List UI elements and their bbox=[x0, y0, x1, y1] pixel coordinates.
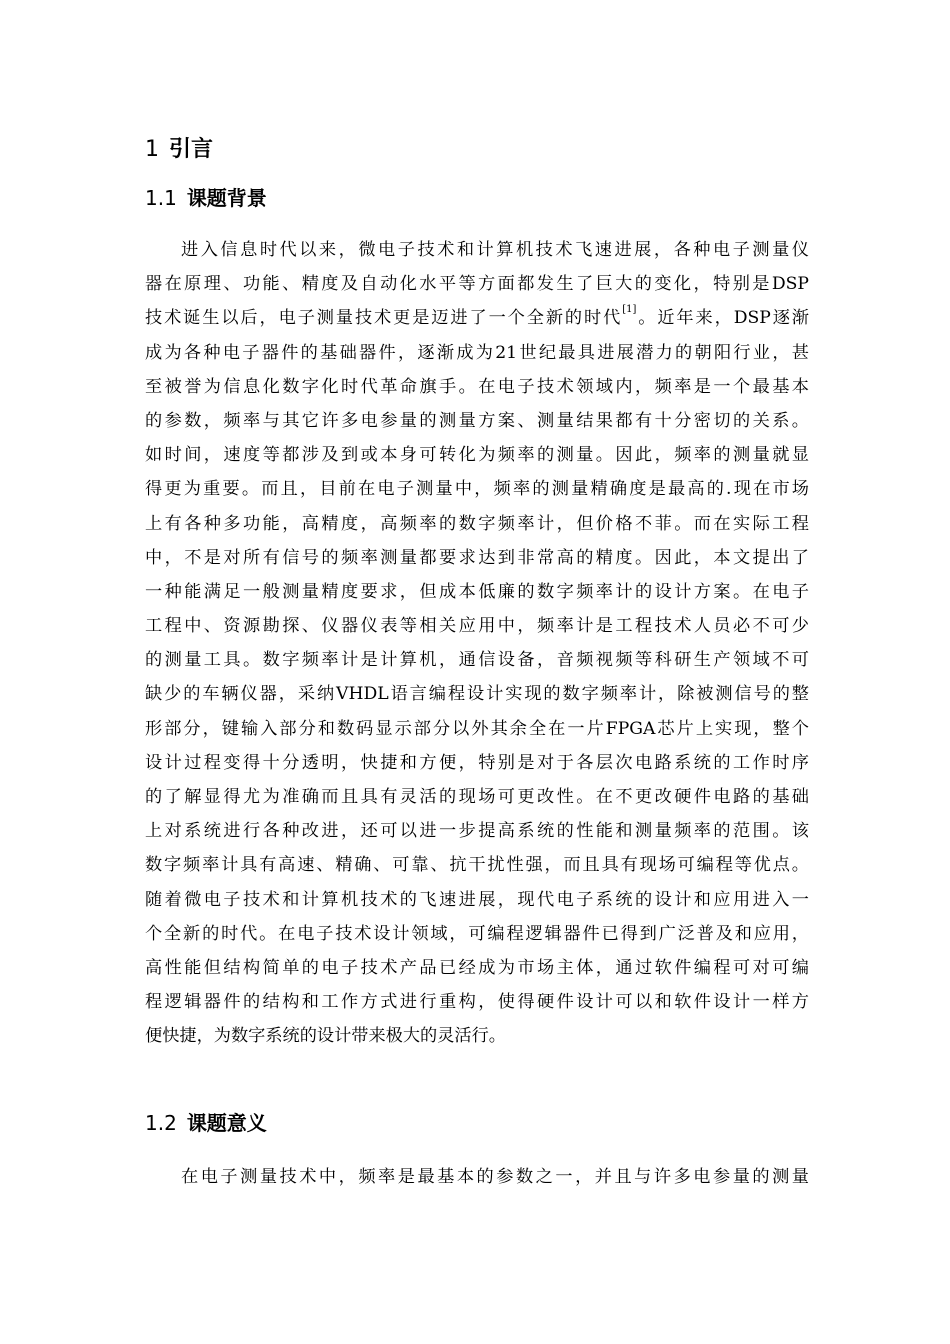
paragraph-line: 数字频率计具有高速、精确、可靠、抗干扰性强，而且具有现场可编程等优点。 bbox=[145, 855, 809, 876]
paragraph-line: 中，不是对所有信号的频率测量都要求达到非常高的精度。因此，本文提出了 bbox=[145, 547, 809, 568]
paragraph-line: 的了解显得尤为准确而且具有灵活的现场可更改性。在不更改硬件电路的基础 bbox=[145, 787, 809, 807]
paragraph-line: 的参数，频率与其它许多电参量的测量方案、测量结果都有十分密切的关系。 bbox=[145, 410, 809, 431]
citation-reference[interactable]: [1] bbox=[622, 304, 637, 316]
line-text: 技术诞生以后，电子测量技术更是迈进了一个全新的时代 bbox=[145, 308, 623, 329]
background-paragraph bbox=[145, 233, 809, 1054]
paragraph-line: 成为各种电子器件的基础器件，逐渐成为21世纪最具进展潜力的朝阳行业，甚 bbox=[145, 342, 809, 363]
paragraph-line: 进入信息时代以来，微电子技术和计算机技术飞速进展，各种电子测量仪 bbox=[181, 240, 809, 260]
paragraph-line: 器在原理、功能、精度及自动化水平等方面都发生了巨大的变化，特别是DSP bbox=[145, 274, 809, 295]
section-title: 课题意义 bbox=[186, 1111, 267, 1135]
section-heading-1-2 bbox=[145, 1108, 267, 1138]
paragraph-line: 工程中、资源勘探、仪器仪表等相关应用中，频率计是工程技术人员必不可少 bbox=[145, 616, 809, 637]
section-heading-1-1 bbox=[145, 183, 267, 213]
paragraph-line: 设计过程变得十分透明，快捷和方便，特别是对于各层次电路系统的工作时序 bbox=[145, 752, 809, 773]
paragraph-line: 得更为重要。而且，目前在电子测量中，频率的测量精确度是最高的.现在市场 bbox=[145, 479, 809, 500]
paragraph-line: 一种能满足一般测量精度要求，但成本低廉的数字频率计的设计方案。在电子 bbox=[145, 581, 809, 602]
chapter-heading bbox=[145, 133, 213, 167]
paragraph-line: 上对系统进行各种改进，还可以进一步提高系统的性能和测量频率的范围。该 bbox=[145, 821, 809, 842]
paragraph-line: 随着微电子技术和计算机技术的飞速进展，现代电子系统的设计和应用进入一 bbox=[145, 889, 809, 910]
paragraph-line: 形部分，键输入部分和数码显示部分以外其余全在一片FPGA芯片上实现，整个 bbox=[145, 718, 809, 739]
paragraph-line bbox=[145, 301, 809, 335]
line-text: 。近年来，DSP逐渐 bbox=[636, 308, 809, 329]
section-number: 1.2 bbox=[145, 1111, 177, 1135]
paragraph-line: 的测量工具。数字频率计是计算机，通信设备，音频视频等科研生产领域不可 bbox=[145, 650, 809, 671]
paragraph-line: 便快捷，为数字系统的设计带来极大的灵活行。 bbox=[145, 1026, 506, 1047]
paragraph-line: 至被誉为信息化数字化时代革命旗手。在电子技术领域内，频率是一个最基本 bbox=[145, 376, 809, 397]
paragraph-line: 缺少的车辆仪器，采纳VHDL语言编程设计实现的数字频率计，除被测信号的整 bbox=[145, 684, 809, 705]
paragraph-line: 个全新的时代。在电子技术设计领域，可编程逻辑器件已得到广泛普及和应用， bbox=[145, 923, 809, 944]
paragraph-line: 在电子测量技术中，频率是最基本的参数之一，并且与许多电参量的测量 bbox=[181, 1167, 809, 1187]
chapter-title: 引言 bbox=[169, 137, 214, 162]
paragraph-line: 高性能但结构简单的电子技术产品已经成为市场主体，通过软件编程可对可编 bbox=[145, 957, 809, 978]
paragraph-line: 程逻辑器件的结构和工作方式进行重构，使得硬件设计可以和软件设计一样方 bbox=[145, 992, 809, 1013]
chapter-number: 1 bbox=[145, 137, 159, 162]
paragraph-line: 如时间，速度等都涉及到或本身可转化为频率的测量。因此，频率的测量就显 bbox=[145, 445, 809, 466]
paragraph-line: 上有各种多功能，高精度，高频率的数字频率计，但价格不菲。而在实际工程 bbox=[145, 513, 809, 534]
significance-paragraph bbox=[145, 1160, 809, 1194]
section-title: 课题背景 bbox=[186, 186, 267, 210]
section-number: 1.1 bbox=[145, 186, 177, 210]
